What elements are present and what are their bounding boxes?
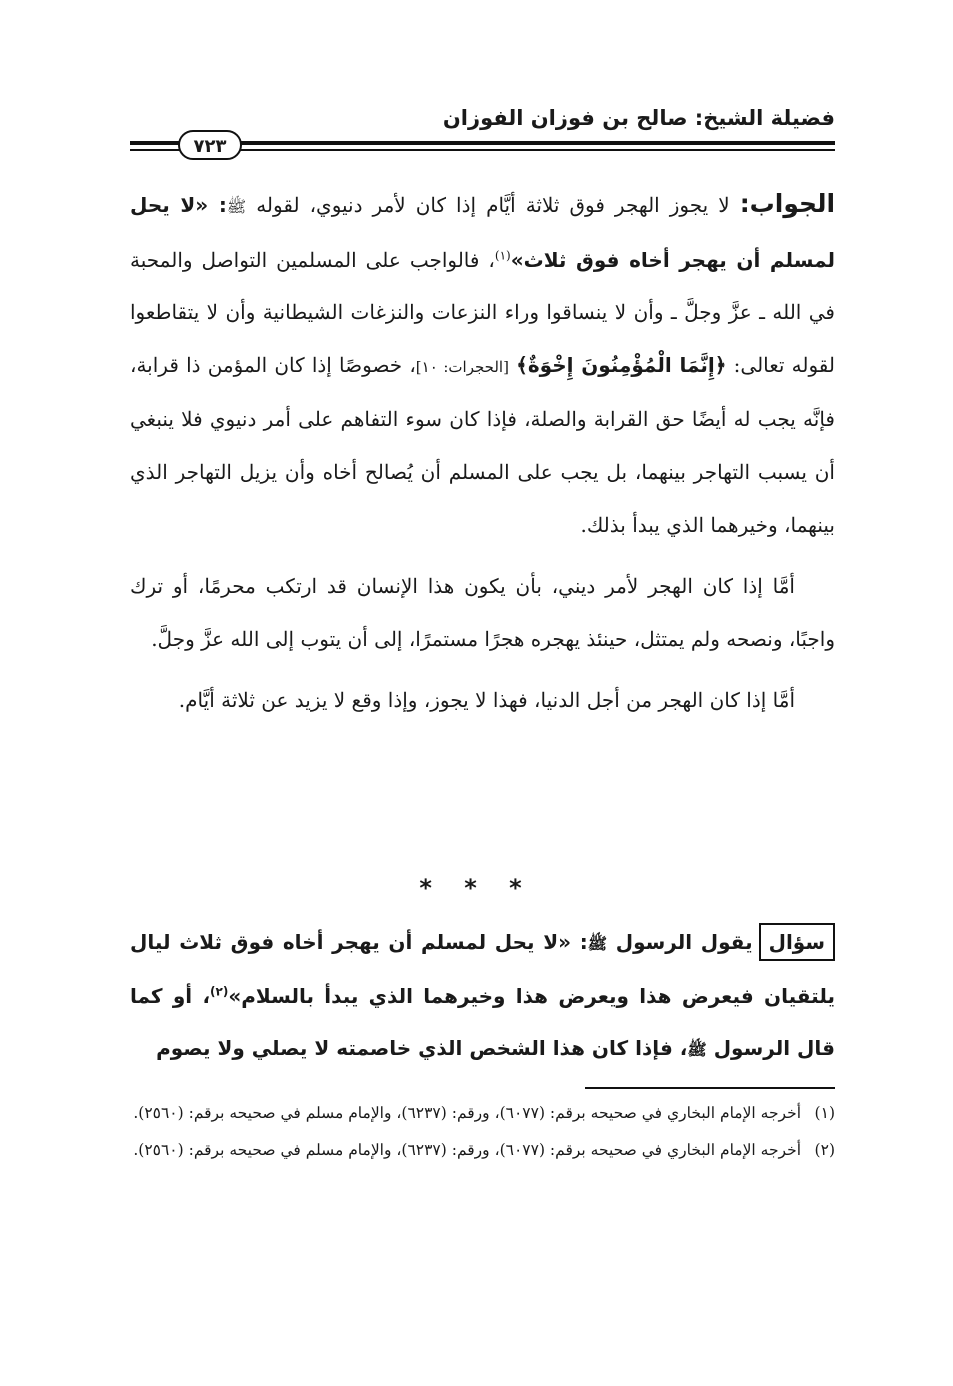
- footnote-text: أخرجه الإمام البخاري في صحيحه برقم: (٦٠٧٧)، ورقم: (٦٢٣٧)، والإمام مسلم في صحيحه برقم: (٢٥٦٠).: [133, 1104, 801, 1122]
- quran-verse: ﴿إِنَّمَا الْمُؤْمِنُونَ إِخْوَةٌ﴾: [516, 352, 727, 377]
- honorific-glyph: ﷺ: [587, 934, 608, 953]
- footnote-item: [130, 1135, 835, 1166]
- answer-label: الجواب:: [739, 189, 836, 218]
- answer-paragraph-3: أمَّا إذا كان الهجر من أجل الدنيا، فهذا لا يجوز، وإذا وقع لا يزيد عن ثلاثة أيَّام.: [178, 688, 795, 713]
- footnote-rule: [585, 1087, 835, 1089]
- question-text-a: يقول الرسول: [607, 930, 753, 954]
- hadith-quote: : «لا يحل لمسلم أن يهجر أخاه فوق ثلاث»: [130, 193, 835, 272]
- question-text-d: ، فإذا كان هذا الشخص الذي خاصمته لا يصلي ولا يصوم: [156, 1036, 688, 1060]
- footnote-ref-1[interactable]: (١): [494, 247, 511, 262]
- question-text-b: : «لا يحل لمسلم أن يهجر أخاه فوق ثلاث ليال يلتقيان فيعرض هذا ويعرض هذا وخيرهما الذي يبدأ بالسلام»: [130, 930, 835, 1008]
- question-section: [130, 916, 835, 1076]
- footnotes: [130, 1098, 835, 1172]
- section-separator: * * *: [419, 874, 534, 902]
- page-number: ٧٢٣: [178, 130, 242, 160]
- verse-reference: [الحجرات: ١٠]: [415, 357, 509, 376]
- answer-section: [130, 178, 835, 736]
- footnote-text: أخرجه الإمام البخاري في صحيحه برقم: (٦٠٧٧)، ورقم: (٦٢٣٧)، والإمام مسلم في صحيحه برقم: (٢٥٦٠).: [133, 1141, 801, 1159]
- answer-paragraph-1: [130, 178, 835, 551]
- answer-paragraph-2: أمَّا إذا كان الهجر لأمر ديني، بأن يكون هذا الإنسان قد ارتكب محرمًا، أو ترك واجبًا، ونصحه ولم يمتثل، حينئذ يهجره هجرًا مستمرًا، إلى أن يتوب إلى الله عزَّ وجلَّ.: [130, 574, 835, 651]
- honorific-glyph: ﷺ: [226, 197, 247, 216]
- answer-text-1a: لا يجوز الهجر فوق ثلاثة أيَّام إذا كان لأمر دنيوي، لقوله: [256, 193, 730, 217]
- running-title: فضيلة الشيخ: صالح بن فوزان الفوزان: [442, 106, 835, 130]
- answer-text-1b: ، فالواجب على المسلمين التواصل والمحبة في الله ـ عزَّ وجلَّ ـ وأن لا ينساقوا وراء النزعات والنزغات الشيطانية وأن لا يتقاطعوا لقوله تعالى:: [130, 247, 836, 377]
- question-label: سؤال: [759, 923, 835, 961]
- footnote-item: [130, 1098, 835, 1129]
- footnote-number: (١): [814, 1104, 835, 1122]
- question-text-c: ، أو كما قال الرسول: [130, 984, 835, 1060]
- footnote-number: (٢): [814, 1141, 835, 1159]
- honorific-glyph: ﷺ: [687, 1040, 707, 1059]
- answer-text-1c: ، خصوصًا إذا كان المؤمن ذا قرابة، فإنَّه يجب له أيضًا حق القرابة والصلة، فإذا كان سوء التفاهم على أمر دنيوي فلا ينبغي أن يسبب التهاجر بينهما، بل يجب على المسلم أن يُصالح أخاه وأن يزيل التهاجر الذي بينهما، وخيرهما الذي يبدأ بذلك.: [130, 352, 835, 537]
- footnote-ref-2[interactable]: (٢): [210, 984, 229, 999]
